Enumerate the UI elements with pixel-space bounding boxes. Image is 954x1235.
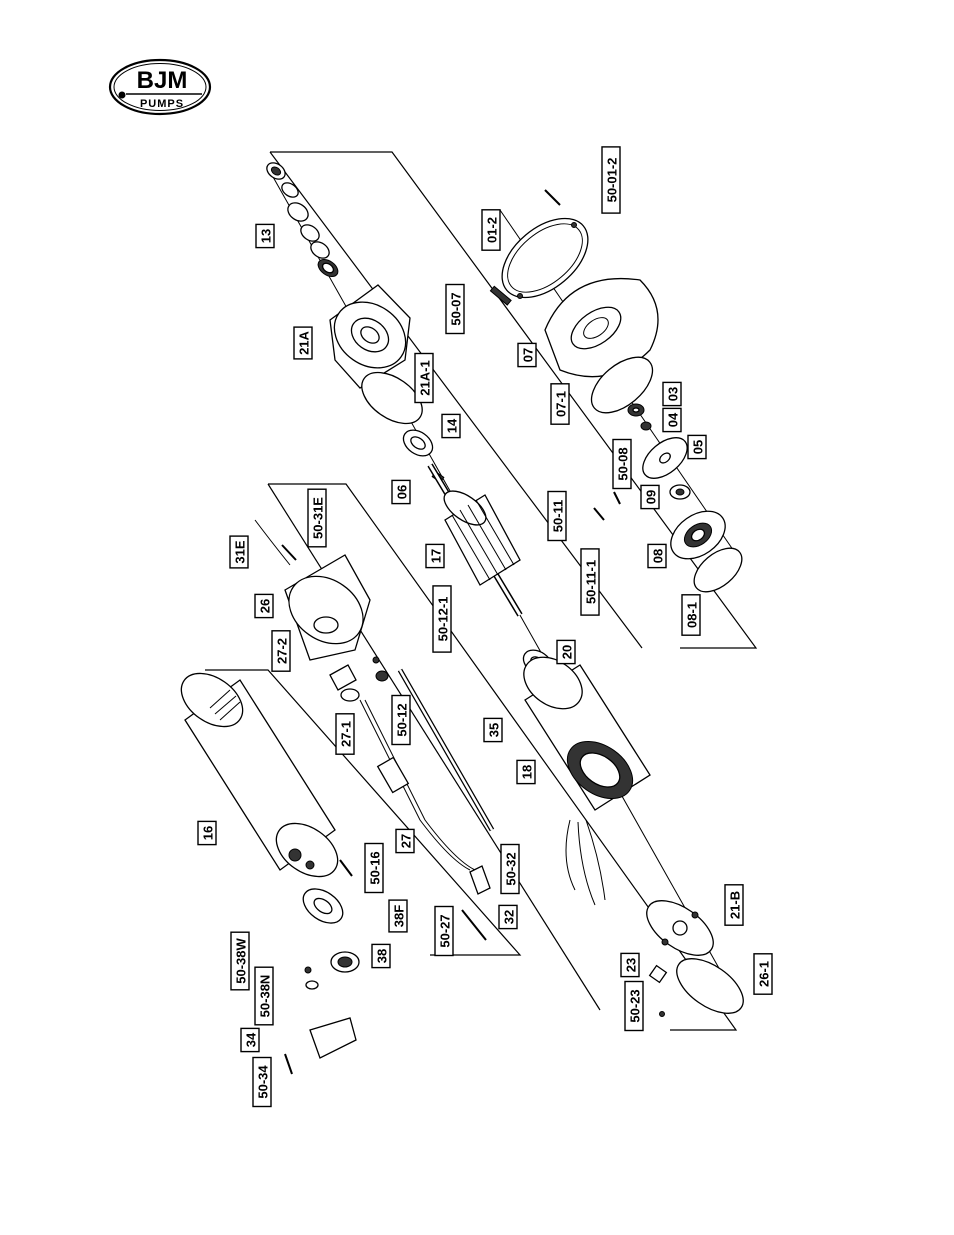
label-50-31E (308, 489, 326, 547)
label-text-01-2: 01-2 (484, 216, 500, 244)
label-text-50-08: 50-08 (615, 447, 631, 481)
label-text-04: 04 (665, 412, 681, 428)
label-50-32 (501, 845, 519, 894)
label-16 (198, 821, 216, 844)
label-text-50-23: 50-23 (627, 989, 643, 1023)
part-04-washer (641, 422, 651, 430)
label-27 (396, 829, 414, 852)
label-06 (392, 480, 410, 503)
label-text-50-38W: 50-38W (233, 938, 249, 984)
label-text-26-1: 26-1 (756, 960, 772, 988)
label-text-05: 05 (690, 439, 706, 455)
part-50-38W-washer (305, 967, 311, 973)
part-38F-flange (297, 882, 349, 930)
part-50-12-1-washer (373, 657, 379, 663)
label-09 (641, 485, 659, 508)
label-18 (517, 760, 535, 783)
label-50-11-1 (581, 549, 599, 615)
part-21A-bearing-housing (322, 285, 419, 388)
label-08 (648, 544, 666, 567)
label-23 (621, 953, 639, 976)
label-text-08: 08 (650, 548, 666, 564)
label-text-27: 27 (398, 833, 414, 849)
label-27-2 (272, 631, 290, 671)
label-text-18: 18 (519, 764, 535, 780)
label-50-08 (613, 440, 631, 489)
label-50-23 (625, 982, 643, 1031)
label-text-03: 03 (665, 386, 681, 402)
label-38F (389, 900, 407, 932)
part-14-bearing (399, 425, 438, 461)
label-50-12-1 (433, 586, 451, 652)
label-text-09: 09 (643, 489, 659, 505)
label-07-1 (551, 384, 569, 424)
label-text-21A: 21A (296, 331, 312, 355)
part-03-impeller-nut (628, 404, 644, 416)
label-text-21A-1: 21A-1 (417, 360, 433, 396)
label-text-17: 17 (428, 548, 444, 564)
label-26 (255, 594, 273, 617)
label-text-50-34: 50-34 (255, 1065, 271, 1099)
part-34-handle (310, 1018, 356, 1058)
label-17 (426, 544, 444, 567)
label-50-01-2 (602, 147, 620, 213)
label-text-50-07: 50-07 (448, 292, 464, 326)
label-text-50-16: 50-16 (367, 851, 383, 885)
label-20 (557, 640, 575, 663)
label-26-1 (754, 954, 772, 994)
label-01-2 (482, 210, 500, 250)
label-21-B (725, 885, 743, 925)
label-text-50-31E: 50-31E (310, 497, 326, 539)
label-text-06: 06 (394, 484, 410, 500)
part-09-seal (670, 485, 690, 499)
part-13-bearing-stack (264, 160, 341, 281)
label-text-50-11-1: 50-11-1 (583, 559, 599, 605)
label-50-27 (435, 907, 453, 956)
part-21-B-end-bell (637, 890, 722, 966)
label-14 (442, 414, 460, 437)
label-50-38N (255, 967, 273, 1025)
label-text-07: 07 (520, 347, 536, 363)
part-50-34-screw (285, 1054, 292, 1074)
label-08-1 (682, 595, 700, 635)
label-text-50-11: 50-11 (550, 499, 566, 533)
part-26-end-cap (276, 555, 376, 660)
part-50-12-nut (376, 671, 388, 681)
label-text-13: 13 (258, 228, 274, 244)
label-text-26: 26 (257, 598, 273, 614)
label-text-50-12-1: 50-12-1 (435, 596, 451, 642)
label-50-16 (365, 844, 383, 893)
label-text-38: 38 (374, 948, 390, 964)
part-50-16-screw (340, 860, 352, 876)
label-50-07 (446, 285, 464, 334)
part-27-1-grommet (341, 689, 359, 701)
label-13 (256, 224, 274, 247)
label-text-07-1: 07-1 (553, 390, 569, 418)
label-07 (518, 343, 536, 366)
label-34 (241, 1028, 259, 1051)
label-text-34: 34 (243, 1032, 259, 1048)
part-26-1-o-ring (667, 948, 752, 1024)
label-text-27-1: 27-1 (338, 720, 354, 748)
label-text-21-B: 21-B (727, 890, 743, 920)
part-50-38N-nut (306, 981, 318, 989)
label-text-50-32: 50-32 (503, 852, 519, 886)
label-text-31E: 31E (232, 540, 248, 564)
label-text-14: 14 (444, 418, 460, 434)
label-text-23: 23 (623, 957, 639, 973)
label-text-27-2: 27-2 (274, 637, 290, 665)
label-text-20: 20 (559, 644, 575, 660)
label-text-50-38N: 50-38N (257, 974, 273, 1018)
part-50-27-screw (462, 910, 486, 940)
label-text-35: 35 (486, 722, 502, 738)
part-50-01-2-screw (545, 190, 560, 205)
label-text-16: 16 (200, 825, 216, 841)
label-04 (663, 408, 681, 431)
label-text-50-12: 50-12 (394, 703, 410, 737)
label-50-34 (253, 1058, 271, 1107)
label-50-12 (392, 696, 410, 745)
label-21A (294, 327, 312, 359)
part-05-impeller (635, 430, 694, 486)
part-31E-cable (255, 520, 290, 565)
label-21A-1 (415, 354, 433, 403)
label-03 (663, 382, 681, 405)
part-16-motor-housing (172, 662, 348, 887)
label-27-1 (336, 714, 354, 754)
logo-brand-text: BJM (136, 67, 188, 94)
label-32 (499, 905, 517, 928)
part-50-08-screw (614, 492, 620, 504)
label-text-50-27: 50-27 (437, 914, 453, 948)
label-text-38F: 38F (391, 904, 407, 928)
part-32-clamp (470, 866, 490, 894)
label-05 (688, 435, 706, 458)
logo-subtitle-text: PUMPS (139, 98, 185, 110)
part-23-bracket (650, 966, 667, 1017)
label-31E (230, 536, 248, 568)
label-text-08-1: 08-1 (684, 601, 700, 629)
part-38-gland (331, 952, 359, 972)
label-35 (484, 718, 502, 741)
label-38 (372, 944, 390, 967)
label-text-32: 32 (501, 909, 517, 925)
part-50-11-screw (594, 508, 604, 520)
label-50-38W (231, 932, 249, 990)
label-50-11 (548, 492, 566, 541)
label-text-50-01-2: 50-01-2 (604, 157, 620, 203)
part-27-2-clamp (330, 665, 356, 690)
